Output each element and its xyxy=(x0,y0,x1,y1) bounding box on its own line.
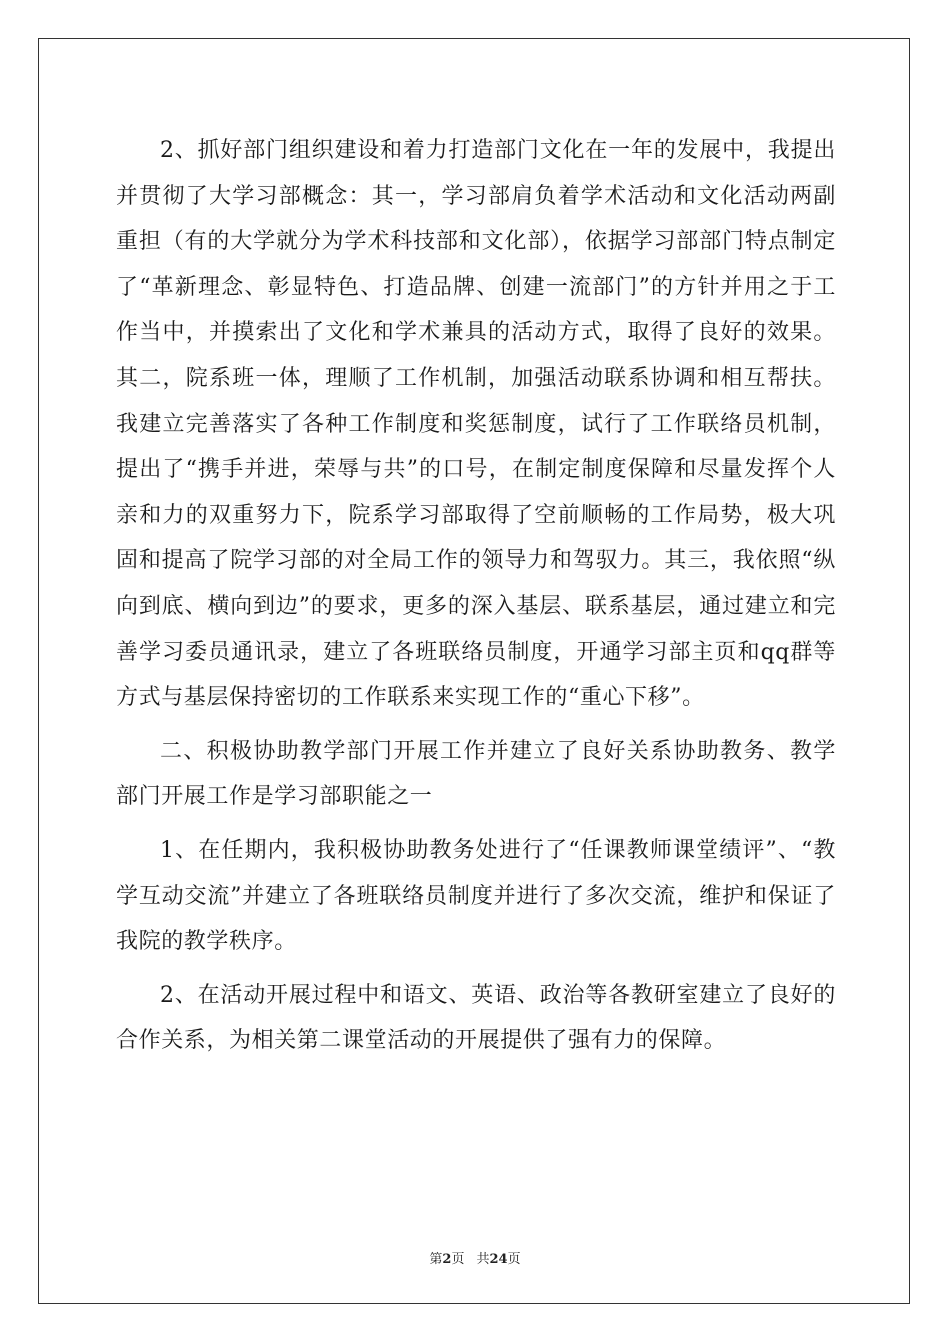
paragraph-1: 2、抓好部门组织建设和着力打造部门文化在一年的发展中，我提出并贯彻了大学习部概念：其一，学习部肩负着学术活动和文化活动两副重担（有的大学就分为学术科技部和文化部），依据学习部部门特点制定了“革新理念、彰显特色、打造品牌、创建一流部门”的方针并用之于工作当中，并摸索出了文化和学术兼具的活动方式，取得了良好的效果。其二，院系班一体，理顺了工作机制，加强活动联系协调和相互帮扶。我建立完善落实了各种工作制度和奖惩制度，试行了工作联络员机制，提出了“携手并进，荣辱与共”的口号，在制定制度保障和尽量发挥个人亲和力的双重努力下，院系学习部取得了空前顺畅的工作局势，极大巩固和提高了院学习部的对全局工作的领导力和驾驭力。其三，我依照“纵向到底、横向到边”的要求，更多的深入基层、联系基层，通过建立和完善学习委员通讯录，建立了各班联络员制度，开通学习部主页和qq群等方式与基层保持密切的工作联系来实现工作的“重心下移”。 xyxy=(116,138,836,711)
paragraph-4: 2、在活动开展过程中和语文、英语、政治等各教研室建立了良好的合作关系，为相关第二课堂活动的开展提供了强有力的保障。 xyxy=(116,982,836,1054)
total-suffix: 页 xyxy=(507,1252,521,1267)
page-prefix: 第 xyxy=(429,1252,443,1267)
current-page-number: 2 xyxy=(442,1252,452,1267)
page-suffix: 页 xyxy=(451,1252,465,1267)
paragraph-2: 二、积极协助教学部门开展工作并建立了良好关系协助教务、教学部门开展工作是学习部职能之一 xyxy=(116,738,836,810)
paragraph-3: 1、在任期内，我积极协助教务处进行了“任课教师课堂绩评”、“教学互动交流”并建立了各班联络员制度并进行了多次交流，维护和保证了我院的教学秩序。 xyxy=(116,837,836,955)
document-body xyxy=(116,128,836,1064)
total-prefix: 共 xyxy=(476,1252,490,1267)
total-page-count: 24 xyxy=(489,1252,508,1267)
page-footer xyxy=(0,1248,950,1267)
